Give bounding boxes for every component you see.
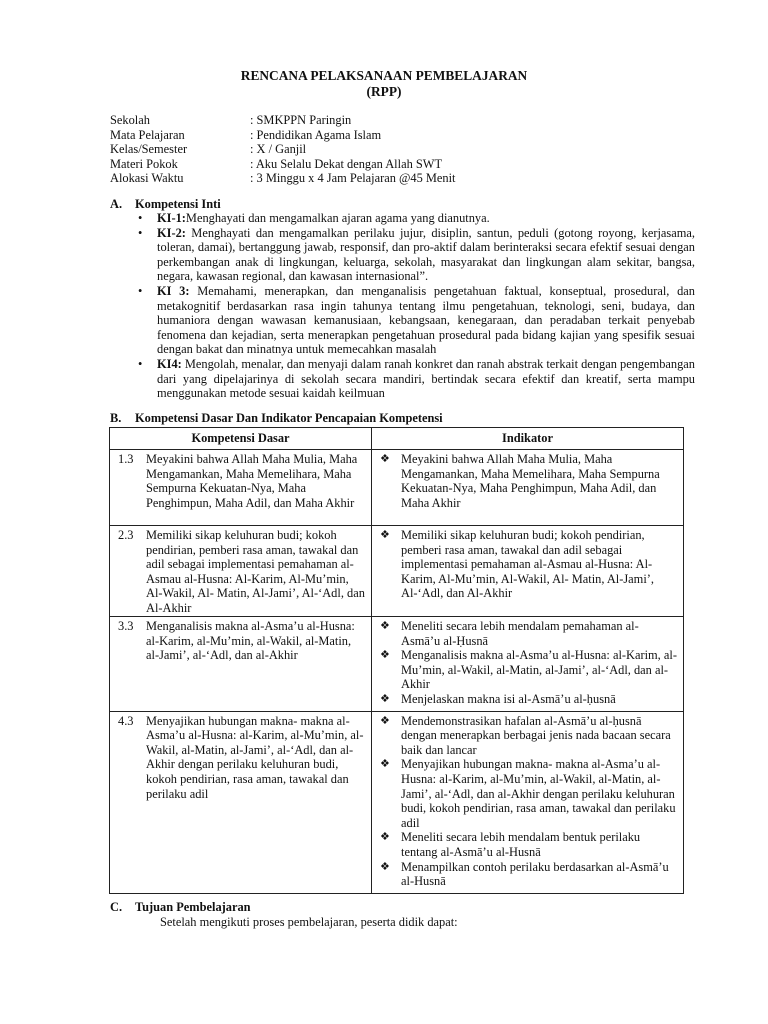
meta-value: : SMKPPN Paringin bbox=[250, 113, 352, 127]
bullet-icon: • bbox=[138, 211, 143, 225]
ki-label: KI-1: bbox=[157, 211, 186, 225]
indikator-text: Menyajikan hubungan makna- makna al-Asma’u al-Husna: al-Karim, al-Mu’min, al-Wakil, al-Matin, al-Jami’, al-‘Adl, dan al-Akhir dengan perilaku keluhuran budi, kokoh pendirian, rasa aman, tawakal dan perilaku adil bbox=[401, 757, 676, 830]
title-line-1: RENCANA PELAKSANAAN PEMBELAJARAN bbox=[240, 68, 528, 83]
kd-number: 3.3 bbox=[118, 619, 134, 633]
meta-row-mata-pelajaran bbox=[110, 128, 456, 143]
indikator-cell bbox=[372, 617, 684, 712]
ki-label: KI 3: bbox=[157, 283, 190, 298]
indikator-text: Meneliti secara lebih mendalam bentuk perilaku tentang al-Asmā’u al-Husnā bbox=[401, 830, 641, 859]
diamond-bullet-icon: ❖ bbox=[380, 620, 390, 632]
section-c-heading bbox=[110, 900, 251, 915]
indikator-item bbox=[378, 648, 677, 692]
ki-text: Memahami, menerapkan, dan menganalisis pengetahuan faktual, konseptual, prosedural, dan metakognitif berdasarkan rasa ingin tahunya tentang ilmu pengetahuan, teknologi, seni, budaya, dan humaniora dengan wawasan kemanusiaan, kebangsaan, kenegaraan, dan peradaban terkait penyebab fenomena dan kejadian, serta menerapkan pengetahuan prosedural pada bidang kajian yang spesifik sesuai dengan bakat dan minatnya untuk memecahkan masalah bbox=[157, 283, 695, 357]
header-indikator: Indikator bbox=[372, 428, 684, 450]
section-number: C. bbox=[110, 900, 123, 914]
kd-cell bbox=[110, 526, 372, 617]
indikator-text: Menganalisis makna al-Asma’u al-Husna: al-Karim, al-Mu’min, al-Wakil, al-Matin, al-Jami’, al-‘Adl, dan al-Akhir bbox=[401, 648, 677, 692]
section-b-heading bbox=[110, 411, 443, 426]
section-title: Kompetensi Inti bbox=[135, 197, 221, 211]
indikator-item bbox=[378, 528, 677, 601]
diamond-bullet-icon: ❖ bbox=[380, 758, 390, 771]
kompetensi-inti-list bbox=[135, 211, 695, 401]
meta-value: : X / Ganjil bbox=[250, 142, 307, 157]
indikator-item bbox=[378, 692, 677, 707]
indikator-item bbox=[378, 830, 677, 859]
section-title: Kompetensi Dasar Dan Indikator Pencapaian Kompetensi bbox=[135, 411, 443, 425]
header-kompetensi-dasar: Kompetensi Dasar bbox=[110, 428, 372, 450]
kd-cell bbox=[110, 711, 372, 893]
bullet-icon: • bbox=[138, 356, 143, 371]
title-line-2: (RPP) bbox=[366, 83, 402, 99]
section-a-heading bbox=[110, 197, 221, 212]
bullet-icon: • bbox=[138, 225, 143, 240]
meta-row-alokasi-waktu bbox=[110, 171, 456, 186]
indikator-text: Meyakini bahwa Allah Maha Mulia, Maha Mengamankan, Maha Memelihara, Maha Sempurna Kekuatan-Nya, Maha Penghimpun, Maha Adil, dan Maha Akhir bbox=[401, 452, 660, 510]
kd-cell bbox=[110, 450, 372, 526]
table-row bbox=[110, 617, 684, 712]
indikator-cell bbox=[372, 526, 684, 617]
ki-item bbox=[135, 226, 695, 284]
meta-key: Sekolah bbox=[110, 113, 150, 127]
identity-block bbox=[110, 113, 456, 186]
diamond-bullet-icon: ❖ bbox=[380, 453, 390, 465]
kd-cell bbox=[110, 617, 372, 712]
indikator-item bbox=[378, 714, 677, 758]
indikator-item bbox=[378, 619, 677, 648]
section-number: B. bbox=[110, 411, 122, 425]
meta-key: Kelas/Semester bbox=[110, 142, 188, 157]
ki-item bbox=[135, 357, 695, 401]
table-row bbox=[110, 711, 684, 893]
meta-value: : Pendidikan Agama Islam bbox=[250, 127, 382, 142]
ki-label: KI-2: bbox=[157, 225, 186, 240]
kd-number: 1.3 bbox=[118, 452, 134, 466]
diamond-bullet-icon: ❖ bbox=[380, 831, 390, 844]
document-title bbox=[0, 68, 768, 99]
indikator-text: Menampilkan contoh perilaku berdasarkan al-Asmā’u al-Husnā bbox=[401, 859, 669, 889]
meta-row-materi-pokok bbox=[110, 157, 456, 172]
meta-key: Materi Pokok bbox=[110, 156, 178, 171]
meta-value: : Aku Selalu Dekat dengan Allah SWT bbox=[250, 156, 443, 171]
indikator-text: Meneliti secara lebih mendalam pemahaman al-Asmā’u al-Ḥusnā bbox=[401, 619, 639, 648]
diamond-bullet-icon: ❖ bbox=[380, 860, 390, 873]
indikator-text: Mendemonstrasikan hafalan al-Asmā’u al-ḥusnā dengan menerapkan berbagai jenis nada bacaan secara baik dan lancar bbox=[401, 713, 671, 757]
table-row bbox=[110, 450, 684, 526]
indikator-item bbox=[378, 452, 677, 510]
section-number: A. bbox=[110, 197, 123, 211]
kd-indikator-table bbox=[109, 427, 684, 894]
bullet-icon: • bbox=[138, 283, 143, 298]
diamond-bullet-icon: ❖ bbox=[380, 692, 390, 705]
table-header-row bbox=[110, 428, 684, 450]
indikator-text: Menjelaskan makna isi al-Asmā’u al-ḥusnā bbox=[401, 691, 616, 706]
meta-row-sekolah bbox=[110, 113, 456, 128]
indikator-cell bbox=[372, 450, 684, 526]
indikator-cell bbox=[372, 711, 684, 893]
ki-item bbox=[135, 284, 695, 357]
ki-label: KI4: bbox=[157, 356, 182, 371]
table-row bbox=[110, 526, 684, 617]
kd-text: Memiliki sikap keluhuran budi; kokoh pendirian, pemberi rasa aman, tawakal dan adil sebagai implementasi pemahaman al-Asmau al-Husna: Al-Karim, Al-Mu’min, Al-Wakil, Al- Matin, Al-Jami’, Al-‘Adl, dan Al-Akhir bbox=[146, 528, 365, 615]
diamond-bullet-icon: ❖ bbox=[380, 649, 390, 662]
kd-number: 2.3 bbox=[118, 528, 134, 542]
kd-text: Meyakini bahwa Allah Maha Mulia, Maha Mengamankan, Maha Memelihara, Maha Sempurna Kekuatan-Nya, Maha Penghimpun, Maha Adil, dan Maha Akhir bbox=[146, 452, 358, 510]
diamond-bullet-icon: ❖ bbox=[380, 529, 390, 541]
section-title: Tujuan Pembelajaran bbox=[135, 900, 251, 914]
meta-value: : 3 Minggu x 4 Jam Pelajaran @45 Menit bbox=[250, 171, 456, 186]
meta-row-kelas-semester bbox=[110, 142, 456, 157]
tujuan-intro-text: Setelah mengikuti proses pembelajaran, peserta didik dapat: bbox=[160, 915, 458, 929]
indikator-text: Memiliki sikap keluhuran budi; kokoh pendirian, pemberi rasa aman, tawakal dan adil sebagai implementasi pemahaman al-Asmau al-Husna: Al-Karim, Al-Mu’min, Al-Wakil, Al- Matin, Al-Jami’, Al-‘Adl, dan Al-Akhir bbox=[401, 528, 654, 601]
indikator-item bbox=[378, 860, 677, 889]
kd-text: Menganalisis makna al-Asma’u al-Husna: al-Karim, al-Mu’min, al-Wakil, al-Matin, al-Jami’, al-‘Adl, dan al-Akhir bbox=[146, 619, 355, 663]
meta-key: Alokasi Waktu bbox=[110, 171, 184, 186]
ki-text: Menghayati dan mengamalkan ajaran agama yang dianutnya. bbox=[185, 211, 490, 225]
kd-text: Menyajikan hubungan makna- makna al-Asma’u al-Husna: al-Karim, al-Mu’min, al-Wakil, al-Matin, al-Jami’, al-‘Adl, dan al-Akhir dengan perilaku keluhuran budi, kokoh pendirian, rasa aman, tawakal dan perilaku adil bbox=[146, 713, 364, 801]
ki-text: Menghayati dan mengamalkan perilaku jujur, disiplin, santun, peduli (gotong royong, kerjasama, toleran, damai), bertanggung jawab, responsif, dan pro-aktif dalam berinteraksi secara efektif sesuai dengan perkembangan anak di lingkungan, keluarga, sekolah, masyarakat dan lingkungan alam sekitar, bangsa, negara, kawasan regional, dan kawasan internasional”. bbox=[157, 225, 695, 284]
kd-number: 4.3 bbox=[118, 713, 134, 728]
meta-key: Mata Pelajaran bbox=[110, 127, 185, 142]
ki-text: Mengolah, menalar, dan menyaji dalam ranah konkret dan ranah abstrak terkait dengan pengembangan dari yang dipelajarinya di sekolah secara mandiri, bertindak secara efektif dan kreatif, serta mampu menggunakan metode sesuai kaidah keilmuan bbox=[157, 356, 695, 401]
ki-item bbox=[135, 211, 695, 226]
diamond-bullet-icon: ❖ bbox=[380, 714, 390, 727]
indikator-item bbox=[378, 757, 677, 830]
